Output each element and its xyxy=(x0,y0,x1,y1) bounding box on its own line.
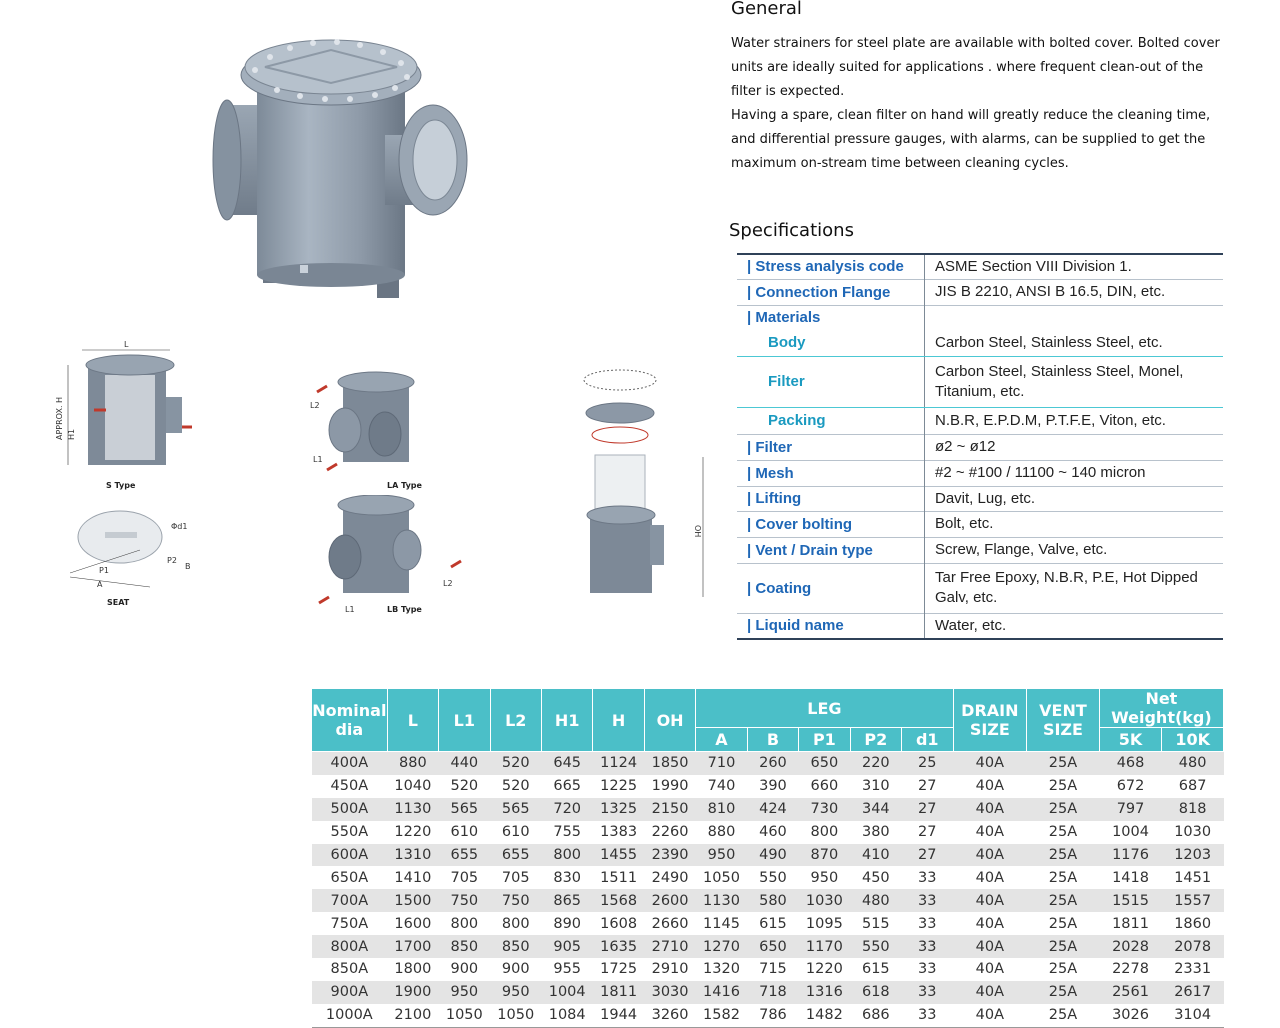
table-cell: 618 xyxy=(850,981,901,1004)
spec-key: Body xyxy=(737,330,925,356)
table-cell: 424 xyxy=(747,798,798,821)
spec-key: | Vent / Drain type xyxy=(737,537,925,563)
dimensions-table-body xyxy=(312,752,1224,1028)
spec-key: | Cover bolting xyxy=(737,511,925,537)
table-cell: 1418 xyxy=(1112,869,1149,886)
table-cell: 3026 xyxy=(1099,1004,1162,1027)
table-cell: 865 xyxy=(541,889,592,912)
table-cell: 1225 xyxy=(600,778,638,795)
table-cell: 1176 xyxy=(1099,844,1162,867)
table-cell: 710 xyxy=(696,752,747,775)
table-cell: 27 xyxy=(902,798,953,821)
spec-value: #2 ~ #100 / 11100 ~ 140 micron xyxy=(935,464,1146,481)
table-cell: 900A xyxy=(312,981,388,1004)
table-cell: 33 xyxy=(902,889,953,912)
la-type-dim-l1: L1 xyxy=(313,455,323,464)
table-row xyxy=(312,981,1224,1004)
table-cell: 450A xyxy=(330,778,369,795)
col-header-drain: DRAIN SIZE xyxy=(953,689,1027,752)
table-cell: 650 xyxy=(799,752,850,775)
exploded-dim-oh: OH xyxy=(693,525,702,538)
table-cell: 468 xyxy=(1099,752,1162,775)
table-row xyxy=(312,821,1224,844)
table-cell: 1084 xyxy=(541,1004,592,1027)
table-cell: 870 xyxy=(799,844,850,867)
lb-type-drawing xyxy=(315,495,465,615)
table-cell: 750 xyxy=(439,889,490,912)
spec-row xyxy=(737,511,1223,537)
table-cell: 1811 xyxy=(593,981,644,1004)
spec-key: | Mesh xyxy=(737,460,925,486)
table-cell: 687 xyxy=(1178,778,1207,795)
general-description xyxy=(731,32,1231,176)
col-header-a: A xyxy=(696,728,747,752)
seat-dim-b: B xyxy=(185,562,191,571)
table-cell: 520 xyxy=(450,778,479,795)
spec-key: | Filter xyxy=(737,434,925,460)
table-row xyxy=(312,1004,1224,1027)
table-cell: 705 xyxy=(450,869,479,886)
col-header-l: L xyxy=(387,689,438,752)
table-cell: 1416 xyxy=(696,981,747,1004)
spec-row xyxy=(737,279,1223,305)
spec-key: | Stress analysis code xyxy=(737,254,925,279)
spec-value: Screw, Flange, Valve, etc. xyxy=(935,541,1108,558)
la-type-drawing xyxy=(305,362,435,492)
table-cell: 1004 xyxy=(541,981,592,1004)
table-cell: 672 xyxy=(1116,778,1145,795)
table-cell: 310 xyxy=(861,778,890,795)
table-cell: 1515 xyxy=(1099,889,1162,912)
table-cell: 1203 xyxy=(1162,844,1224,867)
table-cell: 786 xyxy=(747,1004,798,1027)
la-type-dim-l2: L2 xyxy=(310,401,320,410)
general-heading: General xyxy=(731,0,802,19)
table-cell: 600A xyxy=(312,844,388,867)
table-cell: 40A xyxy=(953,889,1027,912)
table-cell: 2710 xyxy=(644,935,695,958)
table-cell: 3260 xyxy=(644,1004,695,1027)
table-cell: 818 xyxy=(1162,798,1224,821)
strainer-product-image xyxy=(205,35,485,300)
spec-key: Packing xyxy=(737,407,925,434)
col-header-p2: P2 xyxy=(850,728,901,752)
col-header-h: H xyxy=(593,689,644,752)
table-cell: 686 xyxy=(850,1004,901,1027)
spec-value: Tar Free Epoxy, N.B.R, P.E, Hot Dipped Galv, etc. xyxy=(935,569,1198,606)
table-cell: 565 xyxy=(439,798,490,821)
table-cell: 1635 xyxy=(593,935,644,958)
table-cell: 720 xyxy=(541,798,592,821)
table-cell: 950 xyxy=(439,981,490,1004)
table-cell: 390 xyxy=(759,778,787,795)
table-cell: 1608 xyxy=(600,915,638,932)
general-paragraph-1: Water strainers for steel plate are available with bolted cover. Bolted cover units are ideally suited for applications . where frequent clean-out of the filter is expected. xyxy=(731,36,1220,99)
table-cell: 1050 xyxy=(439,1004,490,1027)
table-row xyxy=(312,775,1224,798)
table-cell: 440 xyxy=(439,752,490,775)
table-cell: 1095 xyxy=(805,915,843,932)
table-cell: 33 xyxy=(902,935,953,958)
table-cell: 800A xyxy=(312,935,388,958)
table-cell: 25A xyxy=(1048,869,1078,886)
table-cell: 2617 xyxy=(1162,981,1224,1004)
col-header-10k: 10K xyxy=(1162,728,1224,752)
table-cell: 1220 xyxy=(805,961,843,978)
table-cell: 1310 xyxy=(387,844,438,867)
table-cell: 33 xyxy=(902,981,953,1004)
table-cell: 718 xyxy=(747,981,798,1004)
table-row xyxy=(312,844,1224,867)
table-cell: 800 xyxy=(501,915,530,932)
spec-row xyxy=(737,460,1223,486)
col-header-l2: L2 xyxy=(490,689,541,752)
spec-value: Davit, Lug, etc. xyxy=(935,489,1036,507)
table-cell: 33 xyxy=(918,869,937,886)
table-cell: 25A xyxy=(1027,935,1100,958)
table-cell: 890 xyxy=(553,915,582,932)
table-cell: 610 xyxy=(450,824,479,841)
table-cell: 830 xyxy=(553,869,582,886)
col-header-oh: OH xyxy=(644,689,695,752)
table-cell: 715 xyxy=(759,961,787,978)
table-cell: 2331 xyxy=(1174,961,1212,978)
table-cell: 460 xyxy=(759,824,787,841)
table-cell: 40A xyxy=(975,915,1004,932)
table-cell: 800 xyxy=(541,844,592,867)
table-cell: 850A xyxy=(330,961,369,978)
table-cell: 25A xyxy=(1027,844,1100,867)
table-cell: 665 xyxy=(553,778,582,795)
general-paragraph-2: Having a spare, clean filter on hand will greatly reduce the cleaning time, and differential pressure gauges, with alarms, can be supplied to get the maximum on-stream time between cleaning cycles. xyxy=(731,108,1211,171)
specifications-heading: Specifications xyxy=(729,220,854,241)
seat-caption: SEAT xyxy=(107,598,130,607)
table-cell: 27 xyxy=(902,844,953,867)
table-cell: 2078 xyxy=(1162,935,1224,958)
s-type-caption: S Type xyxy=(106,481,136,490)
table-cell: 3104 xyxy=(1162,1004,1224,1027)
table-cell: 2910 xyxy=(651,961,689,978)
table-cell: 25A xyxy=(1027,981,1100,1004)
lb-type-dim-l1: L1 xyxy=(345,605,355,614)
table-cell: 905 xyxy=(541,935,592,958)
table-cell: 2150 xyxy=(644,798,695,821)
table-row xyxy=(312,889,1224,912)
dimensions-table xyxy=(311,688,1224,1028)
lb-type-caption: LB Type xyxy=(387,605,422,614)
table-cell: 730 xyxy=(799,798,850,821)
table-row xyxy=(312,866,1224,889)
table-cell: 1850 xyxy=(644,752,695,775)
table-cell: 1050 xyxy=(703,869,740,886)
table-cell: 220 xyxy=(850,752,901,775)
la-type-caption: LA Type xyxy=(387,481,422,490)
table-cell: 1557 xyxy=(1162,889,1224,912)
table-cell: 450 xyxy=(861,869,890,886)
table-cell: 480 xyxy=(850,889,901,912)
table-cell: 615 xyxy=(759,915,787,932)
table-cell: 27 xyxy=(918,778,937,795)
spec-value: N.B.R, E.P.D.M, P.T.F.E, Viton, etc. xyxy=(935,411,1166,429)
table-cell: 550 xyxy=(759,869,787,886)
table-cell: 25A xyxy=(1027,752,1100,775)
table-row xyxy=(312,958,1224,981)
spec-value: JIS B 2210, ANSI B 16.5, DIN, etc. xyxy=(935,283,1166,300)
table-cell: 3030 xyxy=(644,981,695,1004)
table-cell: 1050 xyxy=(490,1004,541,1027)
spec-row xyxy=(737,356,1223,407)
table-cell: 1811 xyxy=(1112,915,1149,932)
table-cell: 2600 xyxy=(644,889,695,912)
specifications-table xyxy=(737,253,1223,640)
spec-key: Filter xyxy=(737,356,925,407)
table-cell: 615 xyxy=(861,961,890,978)
table-cell: 515 xyxy=(861,915,890,932)
table-cell: 950 xyxy=(810,869,839,886)
table-cell: 1030 xyxy=(1174,824,1212,841)
spec-value: Water, etc. xyxy=(935,616,1007,634)
table-cell: 2260 xyxy=(651,824,689,841)
table-cell: 40A xyxy=(975,961,1004,978)
table-cell: 490 xyxy=(747,844,798,867)
table-cell: 25A xyxy=(1048,778,1078,795)
col-header-l1: L1 xyxy=(439,689,490,752)
table-cell: 950 xyxy=(490,981,541,1004)
seat-dim-p2: P2 xyxy=(167,556,177,565)
spec-value: ASME Section VIII Division 1. xyxy=(935,257,1132,275)
table-cell: 380 xyxy=(861,824,890,841)
table-cell: 2660 xyxy=(651,915,689,932)
s-type-dim-h1: H1 xyxy=(67,428,76,440)
table-cell: 1455 xyxy=(593,844,644,867)
table-cell: 955 xyxy=(553,961,582,978)
table-cell: 700A xyxy=(312,889,388,912)
table-cell: 705 xyxy=(501,869,530,886)
table-cell: 2028 xyxy=(1099,935,1162,958)
table-row xyxy=(312,752,1224,775)
table-cell: 850 xyxy=(439,935,490,958)
spec-row xyxy=(737,613,1223,639)
table-row xyxy=(312,798,1224,821)
table-cell: 880 xyxy=(387,752,438,775)
table-cell: 1383 xyxy=(600,824,638,841)
table-cell: 260 xyxy=(747,752,798,775)
table-row xyxy=(312,935,1224,958)
table-cell: 40A xyxy=(975,824,1004,841)
table-cell: 1700 xyxy=(387,935,438,958)
table-cell: 1944 xyxy=(593,1004,644,1027)
table-cell: 740 xyxy=(707,778,736,795)
table-cell: 33 xyxy=(918,915,937,932)
table-cell: 40A xyxy=(953,844,1027,867)
table-cell: 655 xyxy=(439,844,490,867)
spec-value: Carbon Steel, Stainless Steel, etc. xyxy=(925,330,1224,356)
spec-key: | Coating xyxy=(737,563,925,613)
table-cell: 650A xyxy=(330,869,369,886)
table-cell: 33 xyxy=(902,1004,953,1027)
table-cell: 750 xyxy=(490,889,541,912)
table-cell: 1410 xyxy=(394,869,432,886)
table-cell: 1600 xyxy=(394,915,432,932)
table-cell: 1040 xyxy=(394,778,432,795)
lb-type-dim-l2: L2 xyxy=(443,579,453,588)
table-cell: 40A xyxy=(953,752,1027,775)
table-cell: 645 xyxy=(541,752,592,775)
table-cell: 480 xyxy=(1162,752,1224,775)
spec-row xyxy=(737,330,1223,356)
spec-row xyxy=(737,537,1223,563)
table-cell: 2100 xyxy=(387,1004,438,1027)
table-cell: 1860 xyxy=(1174,915,1212,932)
table-cell: 797 xyxy=(1099,798,1162,821)
spec-key: | Lifting xyxy=(737,486,925,511)
table-cell: 40A xyxy=(953,935,1027,958)
table-cell: 25A xyxy=(1048,824,1078,841)
table-cell: 25A xyxy=(1027,798,1100,821)
table-cell: 1320 xyxy=(703,961,740,978)
table-cell: 1000A xyxy=(312,1004,388,1027)
table-cell: 40A xyxy=(953,798,1027,821)
table-cell: 800 xyxy=(450,915,479,932)
table-cell: 950 xyxy=(696,844,747,867)
table-cell: 1220 xyxy=(394,824,432,841)
table-cell: 610 xyxy=(501,824,530,841)
table-cell: 550A xyxy=(330,824,369,841)
spec-key: | Connection Flange xyxy=(737,279,925,305)
spec-value: Carbon Steel, Stainless Steel, Monel, Titanium, etc. xyxy=(925,356,1224,407)
table-cell: 565 xyxy=(490,798,541,821)
table-cell: 1900 xyxy=(387,981,438,1004)
table-cell: 850 xyxy=(490,935,541,958)
table-cell: 1990 xyxy=(651,778,689,795)
table-cell: 40A xyxy=(975,869,1004,886)
spec-row xyxy=(737,563,1223,613)
col-header-vent: VENT SIZE xyxy=(1027,689,1100,752)
table-cell: 1130 xyxy=(696,889,747,912)
table-cell: 1500 xyxy=(387,889,438,912)
s-type-dim-h: APPROX. H xyxy=(55,396,64,440)
table-cell: 33 xyxy=(918,961,937,978)
table-cell: 1451 xyxy=(1174,869,1212,886)
table-cell: 25A xyxy=(1027,1004,1100,1027)
table-cell: 1800 xyxy=(394,961,432,978)
table-cell: 25A xyxy=(1048,961,1078,978)
table-cell: 1145 xyxy=(703,915,740,932)
table-cell: 27 xyxy=(918,824,937,841)
table-cell: 25 xyxy=(902,752,953,775)
spec-value: ø2 ~ ø12 xyxy=(935,438,996,455)
seat-drawing xyxy=(65,505,205,610)
spec-key: | Liquid name xyxy=(737,613,925,639)
table-cell: 1325 xyxy=(593,798,644,821)
table-cell: 1030 xyxy=(799,889,850,912)
table-cell: 40A xyxy=(975,778,1004,795)
table-cell: 1568 xyxy=(593,889,644,912)
seat-dim-p1: P1 xyxy=(99,566,109,575)
col-header-5k: 5K xyxy=(1099,728,1162,752)
table-cell: 344 xyxy=(850,798,901,821)
table-cell: 2490 xyxy=(651,869,689,886)
table-cell: 1130 xyxy=(387,798,438,821)
table-cell: 2278 xyxy=(1112,961,1149,978)
table-cell: 1725 xyxy=(600,961,638,978)
table-cell: 880 xyxy=(707,824,736,841)
spec-value: Bolt, etc. xyxy=(935,515,994,532)
table-cell: 1482 xyxy=(799,1004,850,1027)
col-header-d1: d1 xyxy=(902,728,953,752)
table-cell: 520 xyxy=(501,778,530,795)
table-cell: 900 xyxy=(501,961,530,978)
spec-row xyxy=(737,486,1223,511)
table-cell: 580 xyxy=(747,889,798,912)
spec-row xyxy=(737,407,1223,434)
spec-row xyxy=(737,434,1223,460)
table-cell: 1170 xyxy=(799,935,850,958)
table-cell: 25A xyxy=(1048,915,1078,932)
exploded-view-drawing xyxy=(575,365,715,605)
table-cell: 655 xyxy=(490,844,541,867)
col-header-b: B xyxy=(747,728,798,752)
table-cell: 2561 xyxy=(1099,981,1162,1004)
table-cell: 1004 xyxy=(1112,824,1149,841)
table-cell: 25A xyxy=(1027,889,1100,912)
table-cell: 550 xyxy=(850,935,901,958)
s-type-dim-l: L xyxy=(124,340,129,349)
seat-dim-d1: Φd1 xyxy=(171,522,188,531)
col-header-p1: P1 xyxy=(799,728,850,752)
spec-row xyxy=(737,254,1223,279)
table-cell: 810 xyxy=(696,798,747,821)
table-cell: 520 xyxy=(490,752,541,775)
table-cell: 40A xyxy=(953,981,1027,1004)
table-cell: 1511 xyxy=(600,869,638,886)
table-cell: 500A xyxy=(312,798,388,821)
table-cell: 660 xyxy=(810,778,839,795)
table-row xyxy=(312,912,1224,935)
table-cell: 800 xyxy=(810,824,839,841)
table-cell: 755 xyxy=(553,824,582,841)
table-cell: 1124 xyxy=(593,752,644,775)
table-cell: 650 xyxy=(747,935,798,958)
table-cell: 1582 xyxy=(696,1004,747,1027)
col-header-leg: LEG xyxy=(696,689,953,728)
table-cell: 750A xyxy=(330,915,369,932)
seat-dim-a: A xyxy=(97,580,103,589)
spec-key: | Materials xyxy=(737,305,925,330)
table-cell: 2390 xyxy=(644,844,695,867)
spec-row xyxy=(737,305,1223,330)
table-cell: 40A xyxy=(953,1004,1027,1027)
col-header-nominal: Nominal dia xyxy=(312,689,388,752)
table-cell: 1316 xyxy=(799,981,850,1004)
spec-value xyxy=(925,305,1224,330)
table-cell: 1270 xyxy=(696,935,747,958)
table-cell: 900 xyxy=(450,961,479,978)
table-cell: 400A xyxy=(312,752,388,775)
table-cell: 410 xyxy=(850,844,901,867)
s-type-drawing xyxy=(50,335,200,495)
col-header-weight: Net Weight(kg) xyxy=(1099,689,1223,728)
col-header-h1: H1 xyxy=(541,689,592,752)
